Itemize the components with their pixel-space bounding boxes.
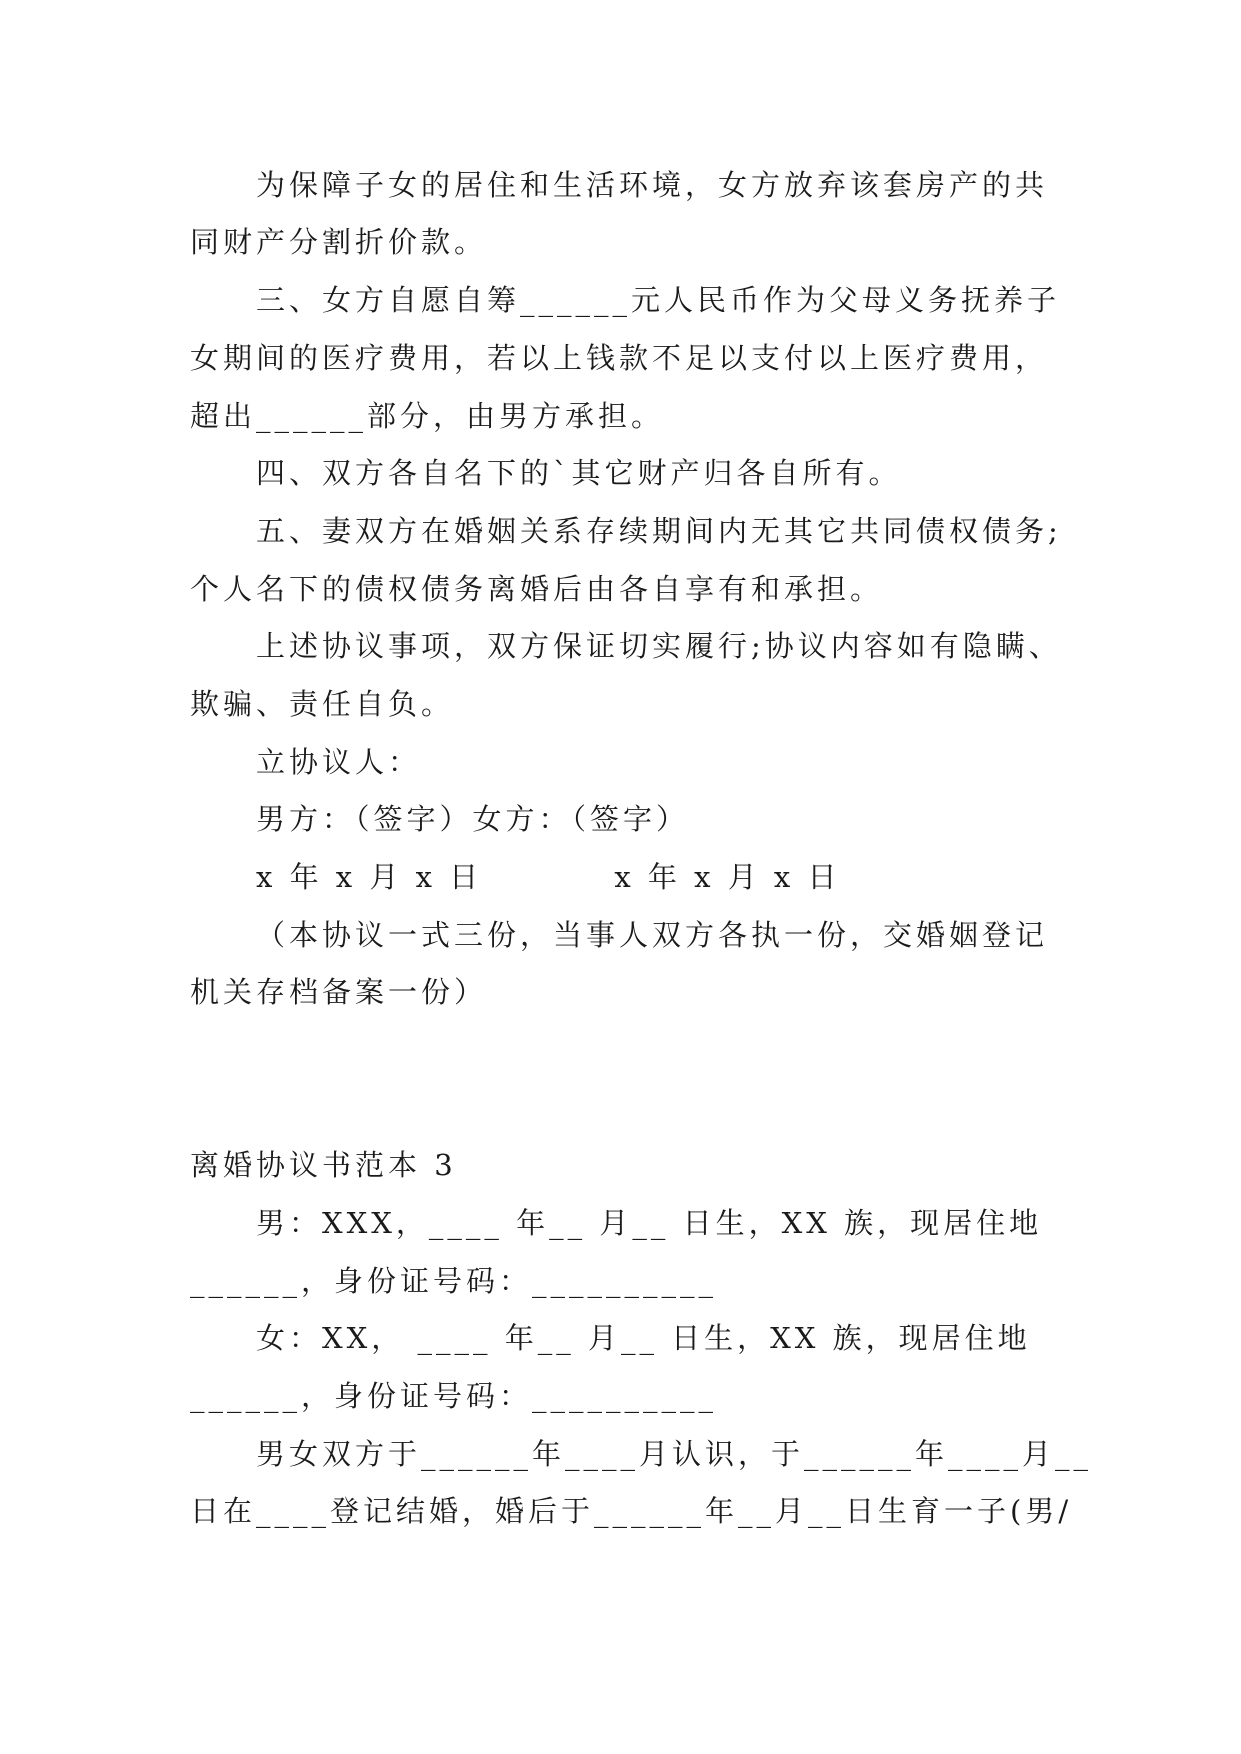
- section-heading: 离婚协议书范本 3: [190, 1148, 457, 1182]
- paragraph-line: 四、双方各自名下的`其它财产归各自所有。: [256, 456, 902, 490]
- paragraph-line: （本协议一式三份，当事人双方各执一份，交婚姻登记: [256, 918, 1049, 952]
- signature-line: 男方：（签字）女方：（签字）: [256, 802, 690, 836]
- paragraph-line: 机关存档备案一份）: [190, 975, 488, 1009]
- date-line: x 年 x 月 x 日 x 年 x 月 x 日: [256, 860, 841, 894]
- paragraph-line: 三、女方自愿自筹______元人民币作为父母义务抚养子: [256, 283, 1061, 317]
- paragraph-line: 为保障子女的居住和生活环境，女方放弃该套房产的共: [256, 168, 1049, 202]
- paragraph-line: ______，身份证号码：__________: [190, 1264, 718, 1298]
- paragraph-line: 女：XX， ____ 年__ 月__ 日生，XX 族，现居住地: [256, 1321, 1031, 1355]
- paragraph-line: 同财产分割折价款。: [190, 225, 488, 259]
- paragraph-line: ______，身份证号码：__________: [190, 1379, 718, 1413]
- paragraph-line: 男女双方于______年____月认识，于______年____月__: [256, 1437, 1093, 1471]
- paragraph-line: 日在____登记结婚，婚后于______年__月__日生育一子(男/: [190, 1494, 1073, 1528]
- paragraph-line: 超出______部分，由男方承担。: [190, 399, 665, 433]
- paragraph-line: 男：XXX，____ 年__ 月__ 日生，XX 族，现居住地: [256, 1206, 1043, 1240]
- paragraph-line: 五、妻双方在婚姻关系存续期间内无其它共同债权债务;: [256, 514, 1062, 548]
- signatory-label: 立协议人：: [256, 745, 422, 779]
- paragraph-line: 欺骗、责任自负。: [190, 687, 455, 721]
- paragraph-line: 上述协议事项，双方保证切实履行;协议内容如有隐瞒、: [256, 629, 1062, 663]
- paragraph-line: 个人名下的债权债务离婚后由各自享有和承担。: [190, 572, 884, 606]
- paragraph-line: 女期间的医疗费用，若以上钱款不足以支付以上医疗费用，: [190, 341, 1049, 375]
